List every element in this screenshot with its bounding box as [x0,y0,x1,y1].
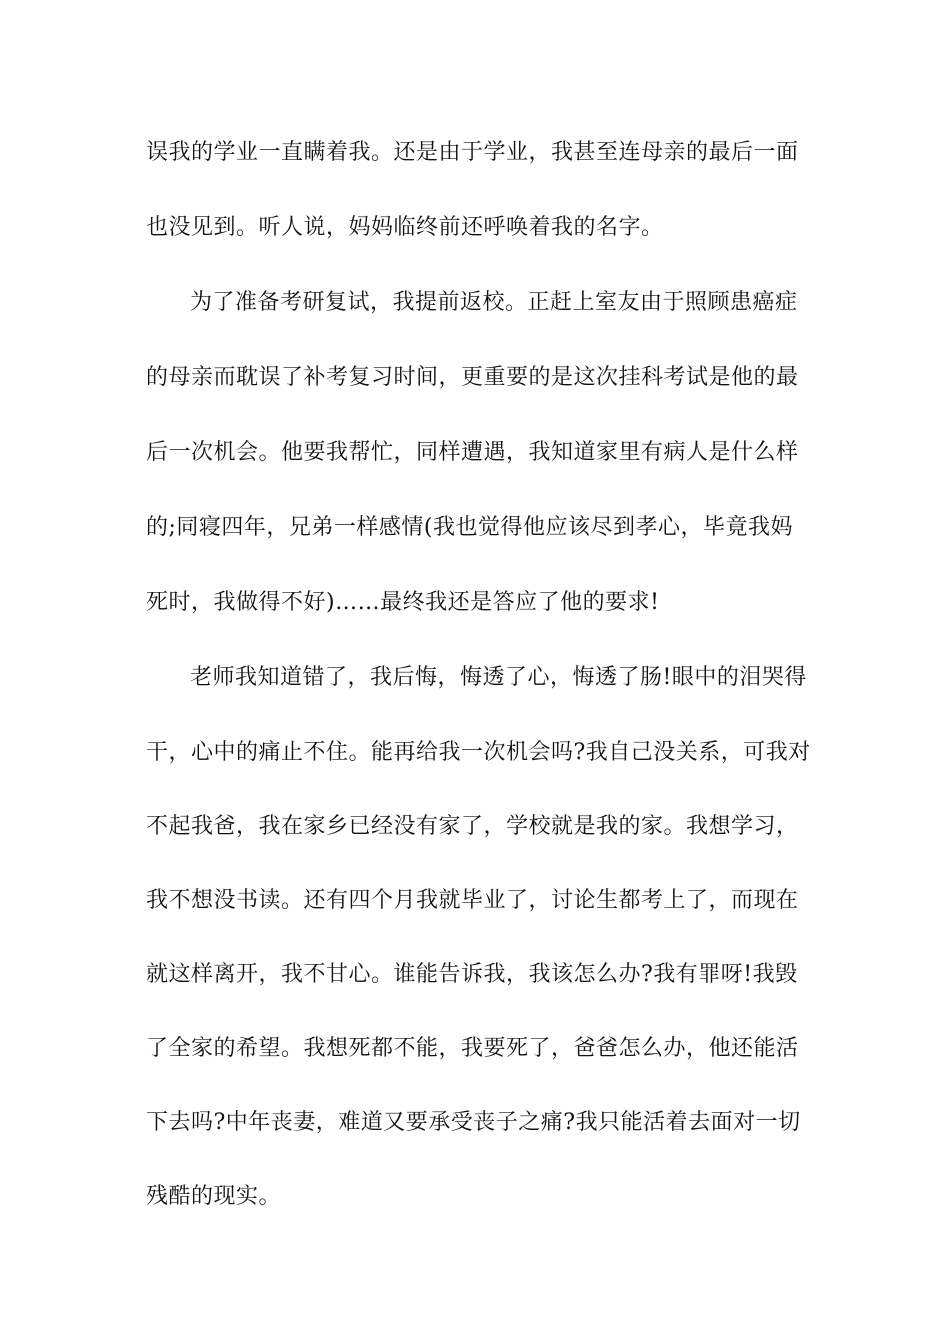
paragraph-line: 干，心中的痛止不住。能再给我一次机会吗?我自己没关系，可我对 [146,740,811,765]
paragraph-line: 就这样离开，我不甘心。谁能告诉我，我该怎么办?我有罪呀!我毁 [146,962,798,987]
paragraph-line: 后一次机会。他要我帮忙，同样遭遇，我知道家里有病人是什么样 [146,440,799,465]
paragraph-line: 的母亲而耽误了补考复习时间，更重要的是这次挂科考试是他的最 [146,365,799,390]
paragraph-line: 也没见到。听人说，妈妈临终前还呼唤着我的名字。 [146,215,664,240]
paragraph-line: 的;同寝四年，兄弟一样感情(我也觉得他应该尽到孝心，毕竟我妈 [146,515,793,540]
paragraph-line: 了全家的希望。我想死都不能，我要死了，爸爸怎么办，他还能活 [146,1036,799,1061]
paragraph-line: 我不想没书读。还有四个月我就毕业了，讨论生都考上了，而现在 [146,888,799,913]
paragraph-line: 不起我爸，我在家乡已经没有家了，学校就是我的家。我想学习， [146,814,799,839]
paragraph-line: 死时，我做得不好)……最终我还是答应了他的要求! [146,590,660,615]
paragraph-line: 老师我知道错了，我后悔，悔透了心，悔透了肠!眼中的泪哭得 [190,665,807,690]
paragraph-line: 误我的学业一直瞒着我。还是由于学业，我甚至连母亲的最后一面 [146,140,799,165]
paragraph-line: 下去吗?中年丧妻，难道又要承受丧子之痛?我只能活着去面对一切 [146,1110,801,1135]
paragraph-line: 残酷的现实。 [146,1184,282,1209]
paragraph-line: 为了准备考研复试，我提前返校。正赶上室友由于照顾患癌症 [190,290,798,315]
